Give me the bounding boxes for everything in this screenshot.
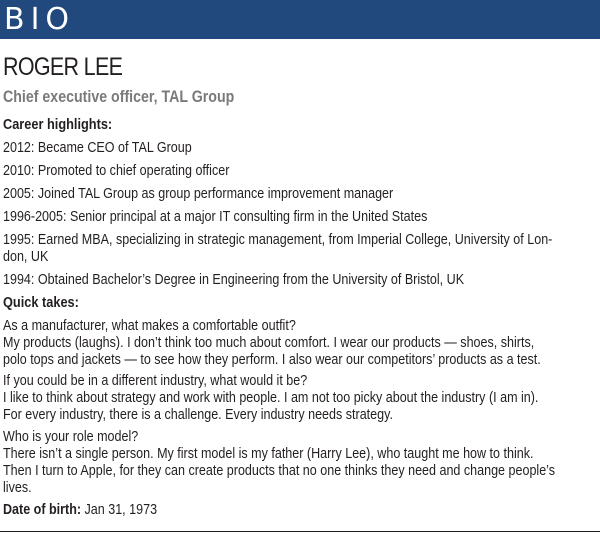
- qa-question: Who is your role model?: [3, 429, 139, 445]
- qa-answer-line: I like to think about strategy and work with people. I am not too picky about the industry (I am in).: [3, 390, 539, 406]
- career-item-continued: don, UK: [3, 249, 49, 265]
- date-of-birth: [3, 502, 598, 518]
- person-name: ROGER LEE: [3, 53, 123, 81]
- section-title: BIO: [4, 2, 76, 37]
- qa-question: As a manufacturer, what makes a comfortable outfit?: [3, 318, 296, 334]
- career-item: 2012: Became CEO of TAL Group: [3, 140, 192, 156]
- bottom-divider: [0, 531, 600, 532]
- qa-answer-line: lives.: [3, 480, 32, 496]
- date-of-birth-value: Jan 31, 1973: [84, 502, 158, 518]
- qa-answer-line: There isn’t a single person. My first model is my father (Harry Lee), who taught me how to think.: [3, 446, 534, 462]
- qa-answer-line: For every industry, there is a challenge. Every industry needs strategy.: [3, 407, 393, 423]
- person-role: Chief executive officer, TAL Group: [3, 88, 235, 106]
- career-item: 1996-2005: Senior principal at a major IT consulting firm in the United States: [3, 209, 428, 225]
- qa-answer-line: Then I turn to Apple, for they can create products that no one thinks they need and change people’s: [3, 463, 556, 479]
- quick-takes-label: Quick takes:: [3, 295, 79, 311]
- career-item: 1994: Obtained Bachelor’s Degree in Engineering from the University of Bristol, UK: [3, 272, 465, 288]
- qa-answer-line: polo tops and jackets — to see how they perform. I also wear our competitors’ products as a test.: [3, 352, 541, 368]
- career-item: 2005: Joined TAL Group as group performance improvement manager: [3, 186, 394, 202]
- date-of-birth-label: Date of birth:: [3, 502, 82, 518]
- qa-answer-line: My products (laughs). I don’t think too much about comfort. I wear our products — shoes, shirts,: [3, 335, 535, 351]
- header-band: [0, 0, 600, 39]
- career-item: 1995: Earned MBA, specializing in strategic management, from Imperial College, University of Lon-: [3, 232, 553, 248]
- qa-question: If you could be in a different industry, what would it be?: [3, 373, 308, 389]
- career-highlights-label: Career highlights:: [3, 117, 113, 133]
- career-item: 2010: Promoted to chief operating officer: [3, 163, 230, 179]
